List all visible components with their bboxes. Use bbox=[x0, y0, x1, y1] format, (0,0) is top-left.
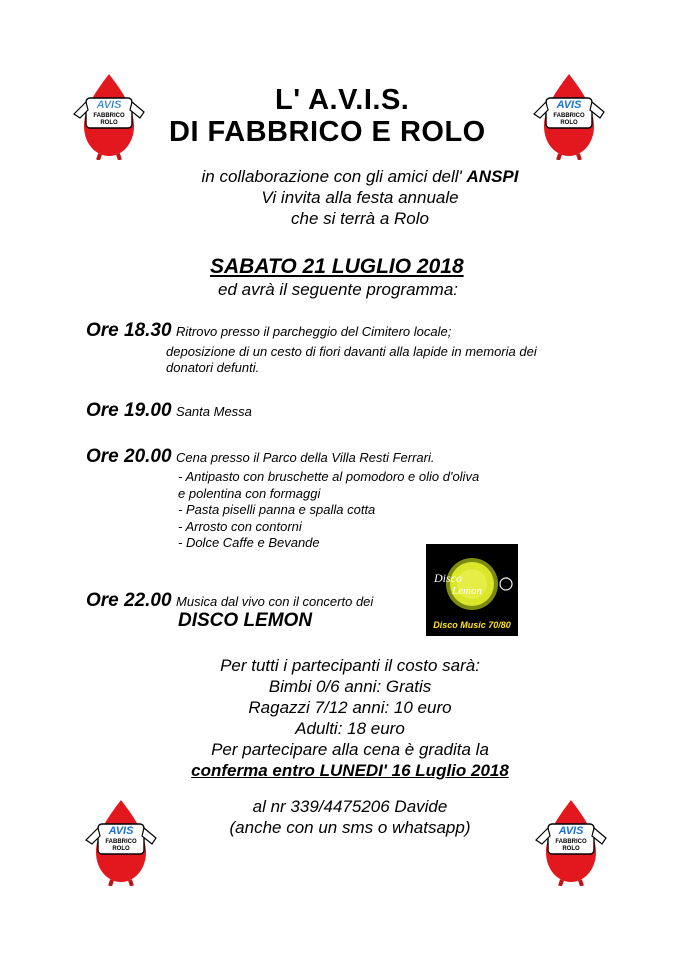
program-time: Ore 19.00 bbox=[86, 400, 172, 421]
costs-intro: Per tutti i partecipanti il costo sarà: bbox=[220, 656, 480, 675]
intro-line1-text: in collaborazione con gli amici dell' bbox=[201, 167, 462, 186]
intro-block bbox=[110, 166, 610, 229]
program-time: Ore 22.00 bbox=[86, 590, 172, 611]
intro-line3: che si terrà a Rolo bbox=[291, 209, 429, 228]
program-desc: Ritrovo presso il parcheggio del Cimitero locale; bbox=[176, 324, 452, 339]
mascot-badge-text: AVIS bbox=[96, 99, 122, 111]
program-item-2200 bbox=[86, 590, 373, 612]
mascot-shirt-line2: ROLO bbox=[560, 120, 578, 126]
menu-item: - Pasta piselli panna e spalla cotta bbox=[178, 502, 376, 517]
program-item-1900 bbox=[86, 400, 252, 422]
event-subtitle: ed avrà il seguente programma: bbox=[218, 280, 459, 299]
mascot-shirt-line2: ROLO bbox=[112, 846, 130, 852]
program-extra-line: deposizione di un cesto di fiori davanti alla lapide in memoria dei bbox=[166, 344, 537, 359]
menu-item: - Antipasto con bruschette al pomodoro e olio d'oliva bbox=[178, 469, 480, 484]
intro-line1 bbox=[110, 166, 610, 187]
disco-lemon-logo bbox=[426, 544, 518, 636]
mascot-shirt-line2: ROLO bbox=[562, 846, 580, 852]
mascot-badge-text: AVIS bbox=[558, 825, 584, 837]
intro-line1-bold: ANSPI bbox=[466, 167, 519, 186]
band-name: DISCO LEMON bbox=[178, 610, 313, 631]
program-item-2000 bbox=[86, 446, 434, 468]
avis-mascot-icon bbox=[70, 72, 148, 160]
costs-teens: Ragazzi 7/12 anni: 10 euro bbox=[248, 698, 452, 717]
title-line2: DI FABBRICO E ROLO bbox=[169, 116, 486, 148]
costs-confirm: conferma entro LUNEDI' 16 Luglio 2018 bbox=[191, 761, 509, 780]
mascot-shirt-line1: FABBRICO bbox=[553, 113, 585, 119]
mascot-shirt-line1: FABBRICO bbox=[105, 839, 137, 845]
contact-block bbox=[130, 796, 570, 838]
program-desc: Cena presso il Parco della Villa Resti Ferrari. bbox=[176, 450, 435, 465]
program-time: Ore 18.30 bbox=[86, 320, 172, 341]
program-item-1830 bbox=[86, 320, 451, 342]
logo-text-top: Disco bbox=[434, 571, 462, 585]
costs-block bbox=[130, 655, 570, 781]
mascot-shirt-line2: ROLO bbox=[100, 120, 118, 126]
menu-item: - Arrosto con contorni bbox=[178, 519, 302, 534]
program-time: Ore 20.00 bbox=[86, 446, 172, 467]
program-extra-line: donatori defunti. bbox=[166, 360, 260, 375]
contact-note: (anche con un sms o whatsapp) bbox=[229, 818, 471, 837]
title-line1: L' A.V.I.S. bbox=[275, 84, 410, 116]
mascot-shirt-line1: FABBRICO bbox=[93, 113, 125, 119]
mascot-shirt-line1: FABBRICO bbox=[555, 839, 587, 845]
event-date: SABATO 21 LUGLIO 2018 bbox=[210, 255, 464, 278]
costs-adults: Adulti: 18 euro bbox=[295, 719, 405, 738]
costs-note: Per partecipare alla cena è gradita la bbox=[211, 740, 489, 759]
logo-text-bottom: Disco Music 70/80 bbox=[433, 620, 511, 630]
mascot-badge-text: AVIS bbox=[108, 825, 134, 837]
menu-item: - Dolce Caffe e Bevande bbox=[178, 535, 320, 550]
intro-line2: Vi invita alla festa annuale bbox=[261, 188, 459, 207]
costs-kids: Bimbi 0/6 anni: Gratis bbox=[268, 677, 432, 696]
avis-mascot-icon bbox=[530, 72, 608, 160]
menu-item: e polentina con formaggi bbox=[178, 486, 321, 501]
program-desc: Musica dal vivo con il concerto dei bbox=[176, 594, 374, 609]
program-desc: Santa Messa bbox=[176, 404, 252, 419]
contact-phone: al nr 339/4475206 Davide bbox=[252, 797, 448, 816]
mascot-badge-text: AVIS bbox=[556, 99, 582, 111]
logo-text-mid: Lemon bbox=[452, 585, 482, 597]
